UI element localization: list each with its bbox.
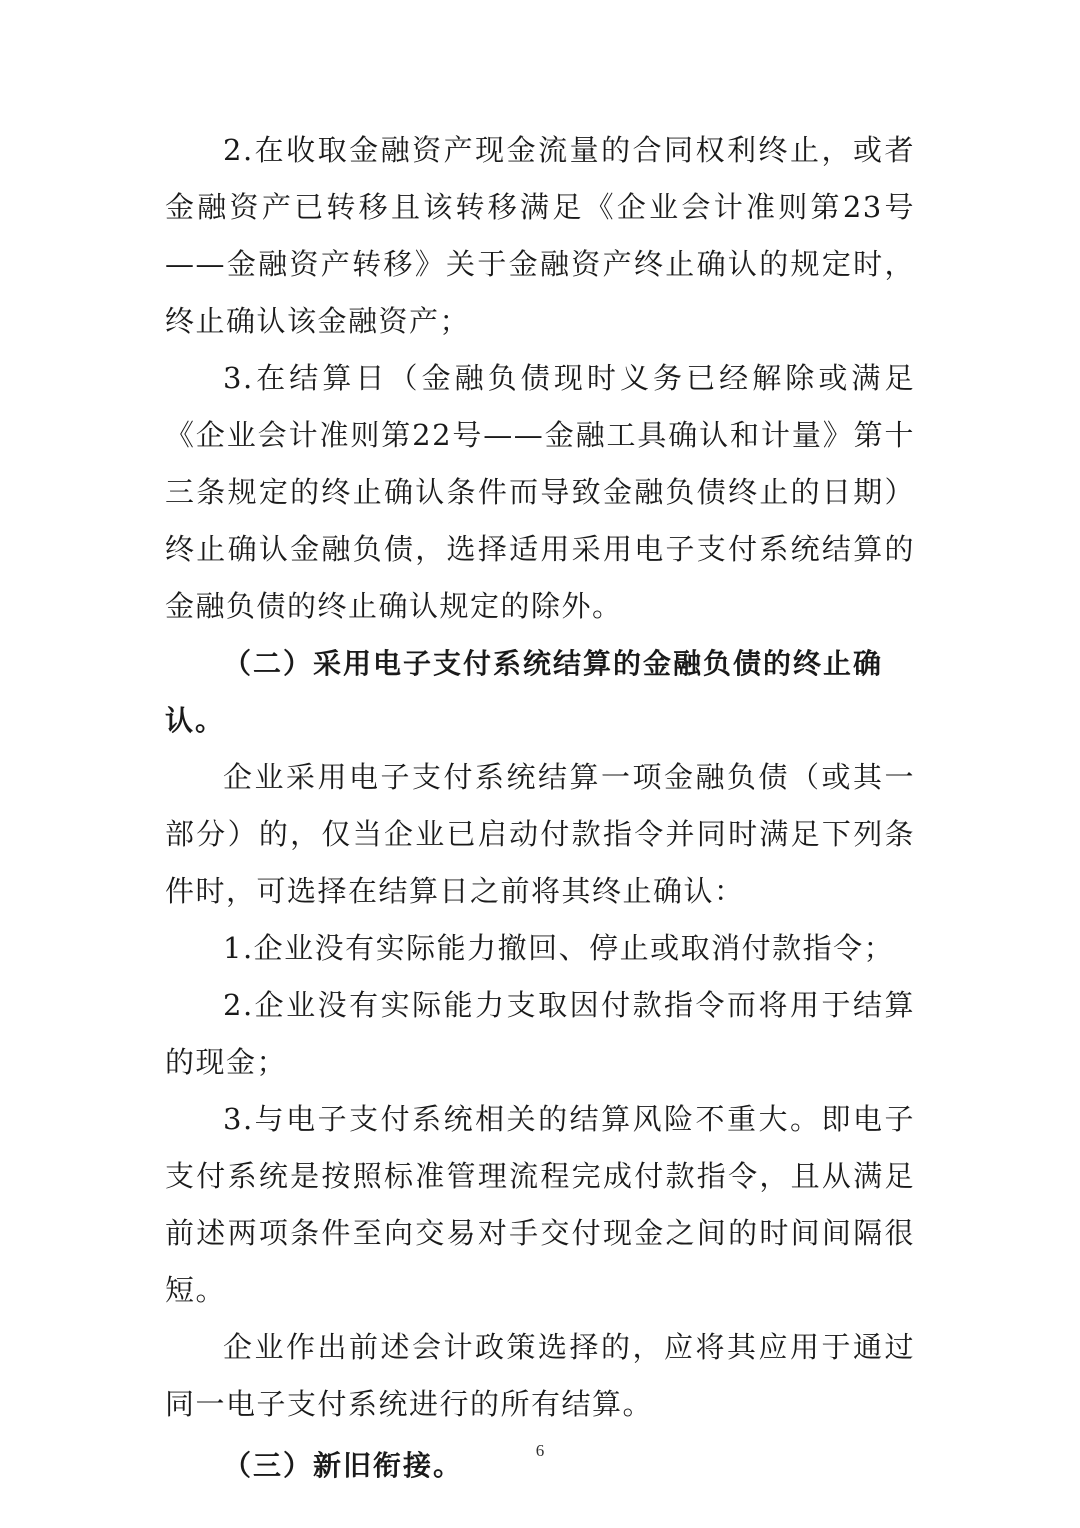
section-heading-transition: （三）新旧衔接。 — [223, 1449, 464, 1482]
condition-item-2: 2.企业没有实际能力支取因付款指令而将用于结算的现金； — [165, 988, 915, 1079]
condition-item-1: 1.企业没有实际能力撤回、停止或取消付款指令； — [223, 931, 895, 965]
section-intro-paragraph: 企业采用电子支付系统结算一项金融负债（或其一部分）的，仅当企业已启动付款指令并同时满足下列条件时，可选择在结算日之前将其终止确认： — [165, 760, 915, 908]
page-number: 6 — [535, 1441, 545, 1460]
paragraph-derecognition-liability: 3.在结算日（金融负债现时义务已经解除或满足《企业会计准则第22号——金融工具确认和计量》第十三条规定的终止确认条件而导致金融负债终止的日期）终止确认金融负债，选择适用采用电子支付系统结算的金融负债的终止确认规定的除外。 — [165, 361, 915, 623]
section-heading-electronic-payment: （二）采用电子支付系统结算的金融负债的终止确认。 — [165, 647, 884, 737]
section-closing-paragraph: 企业作出前述会计政策选择的，应将其应用于通过同一电子支付系统进行的所有结算。 — [165, 1330, 915, 1421]
condition-item-3: 3.与电子支付系统相关的结算风险不重大。即电子支付系统是按照标准管理流程完成付款指令，且从满足前述两项条件至向交易对手交付现金之间的时间间隔很短。 — [165, 1102, 915, 1307]
page-content — [165, 122, 915, 1494]
paragraph-derecognition-asset: 2.在收取金融资产现金流量的合同权利终止，或者金融资产已转移且该转移满足《企业会计准则第23号——金融资产转移》关于金融资产终止确认的规定时，终止确认该金融资产； — [165, 133, 915, 338]
